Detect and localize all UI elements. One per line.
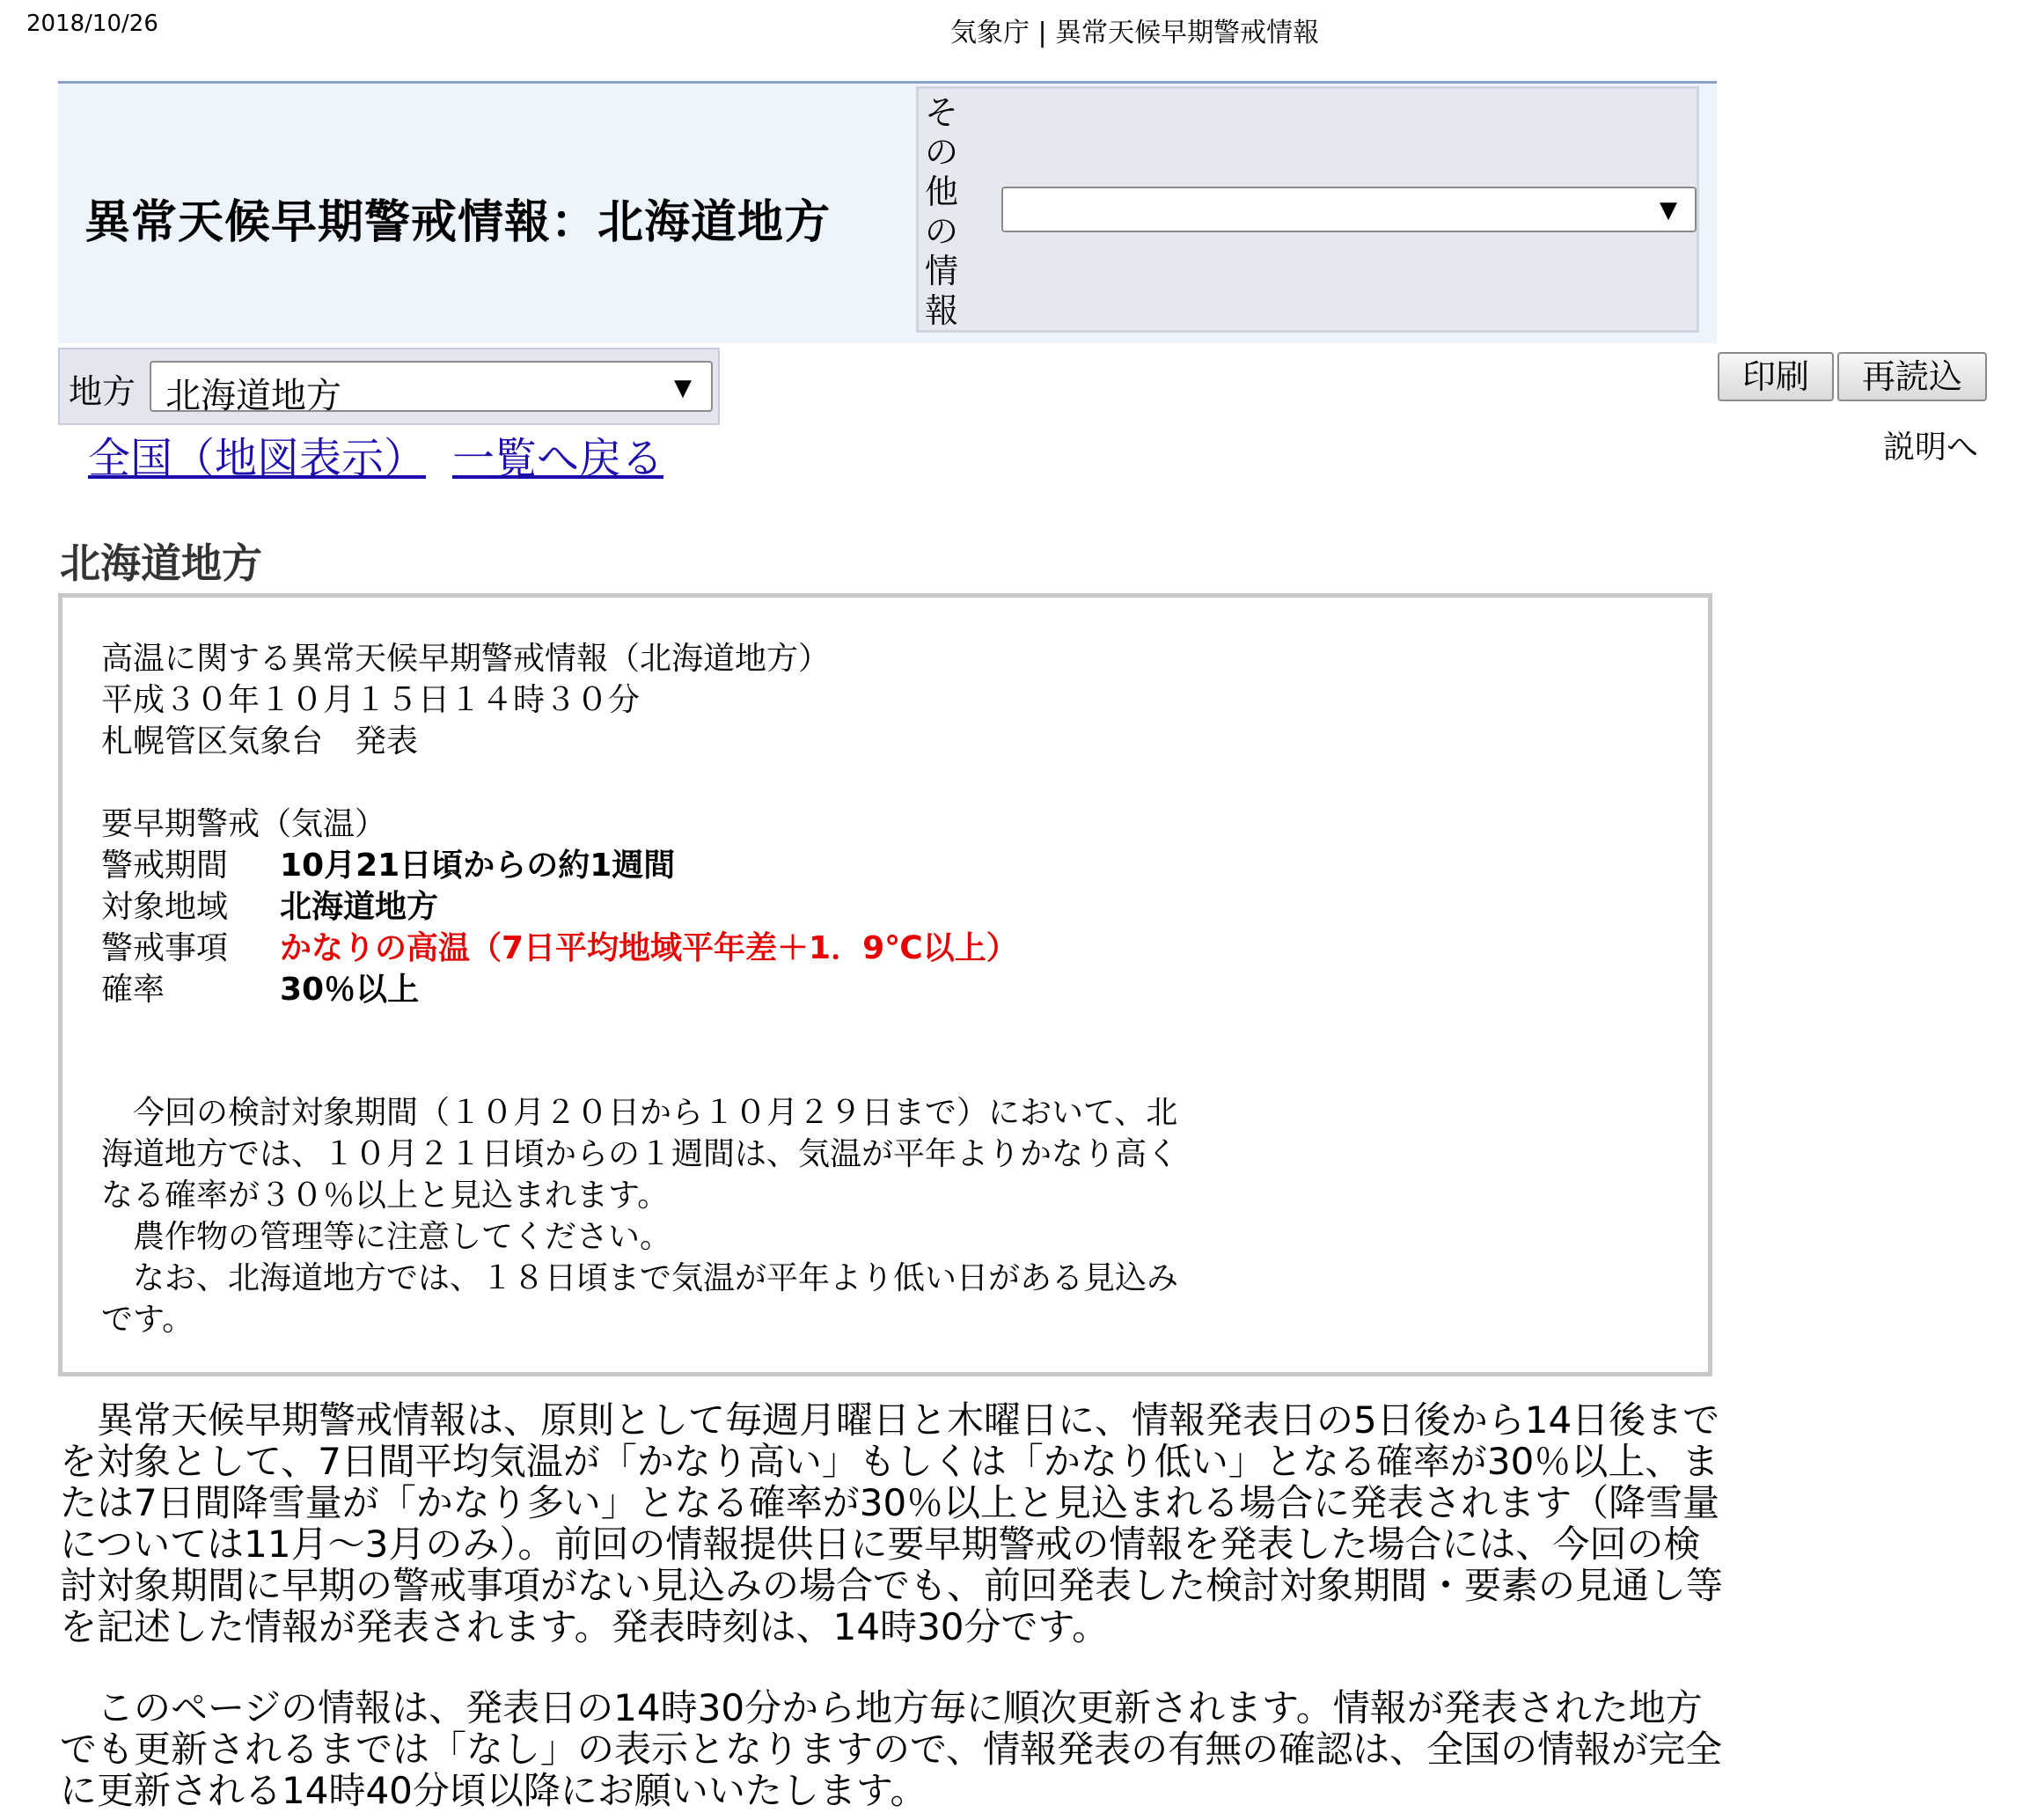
row-label-area: 対象地域 — [101, 889, 229, 925]
other-info-select[interactable] — [1001, 187, 1697, 232]
back-to-list-link[interactable]: 一覧へ戻る — [452, 434, 664, 483]
row-label-period: 警戒期間 — [101, 848, 229, 884]
reload-button[interactable]: 再読込 — [1837, 352, 1987, 401]
explanation-paragraph-2: このページの情報は、発表日の14時30分から地方毎に順次更新されます。情報が発表された地方でも更新されるまでは「なし」の表示となりますので、情報発表の有無の確認は、全国の情報が完全に更新される14時40分頃以降にお願いいたします。 — [60, 1686, 1723, 1812]
print-date: 2018/10/26 — [26, 11, 158, 37]
bulletin-body-line: 今回の検討対象期間（１０月２０日から１０月２９日まで）において、北 — [101, 1095, 1178, 1131]
row-value-probability: 30％以上 — [280, 972, 420, 1008]
bulletin-title: 高温に関する異常天候早期警戒情報（北海道地方） — [101, 641, 831, 677]
region-label: 地方 — [69, 372, 136, 411]
explanation-link[interactable]: 説明へ — [1883, 429, 1979, 466]
section-heading: 北海道地方 — [60, 539, 262, 587]
print-button[interactable]: 印刷 — [1718, 352, 1834, 401]
row-value-period: 10月21日頃からの約1週間 — [280, 848, 676, 884]
caret-down-icon: ▼ — [1660, 197, 1677, 224]
bulletin-body-line: 海道地方では、１０月２１日頃からの１週間は、気温が平年よりかなり高く — [101, 1136, 1179, 1172]
national-map-link[interactable]: 全国（地図表示） — [88, 434, 427, 483]
bulletin-category: 要早期警戒（気温） — [101, 806, 387, 842]
row-label-warning: 警戒事項 — [101, 930, 229, 966]
explanation-paragraph-1: 異常天候早期警戒情報は、原則として毎週月曜日と木曜日に、情報発表日の5日後から14日後までを対象として、7日間平均気温が「かなり高い」もしくは「かなり低い」となる確率が30％以上、または7日間降雪量が「かなり多い」となる確率が30％以上と見込まれる場合に発表されます（降雪量については11月～3月のみ）。前回の情報提供日に要早期警戒の情報を発表した場合には、今回の検討対象期間に早期の警戒事項がない見込みの場合でも、前回発表した検討対象期間・要素の見通し等を記述した情報が発表されます。発表時刻は、14時30分です。 — [60, 1398, 1724, 1648]
page-title: 異常天候早期警戒情報：北海道地方 — [84, 196, 832, 249]
bulletin-body-line: なる確率が３０％以上と見込まれます。 — [101, 1178, 670, 1214]
other-info-label: その他の情報 — [924, 93, 958, 330]
bulletin-datetime: 平成３０年１０月１５日１４時３０分 — [101, 682, 641, 718]
row-value-warning: かなりの高温（7日平均地域平年差＋1．9℃以上） — [280, 930, 1018, 966]
row-label-probability: 確率 — [101, 972, 165, 1008]
bulletin-body-line: です。 — [101, 1302, 194, 1338]
bulletin-body-line: 農作物の管理等に注意してください。 — [101, 1219, 672, 1255]
region-selected-value: 北海道地方 — [165, 376, 341, 416]
region-select[interactable] — [150, 361, 713, 416]
bulletin-issuer: 札幌管区気象台 発表 — [101, 723, 419, 760]
row-value-area: 北海道地方 — [280, 889, 439, 925]
print-page-title: 気象庁 | 異常天候早期警戒情報 — [950, 18, 1320, 48]
caret-down-icon: ▼ — [674, 375, 692, 401]
bulletin-body-line: なお、北海道地方では、１８日頃まで気温が平年より低い日がある見込み — [101, 1260, 1179, 1296]
